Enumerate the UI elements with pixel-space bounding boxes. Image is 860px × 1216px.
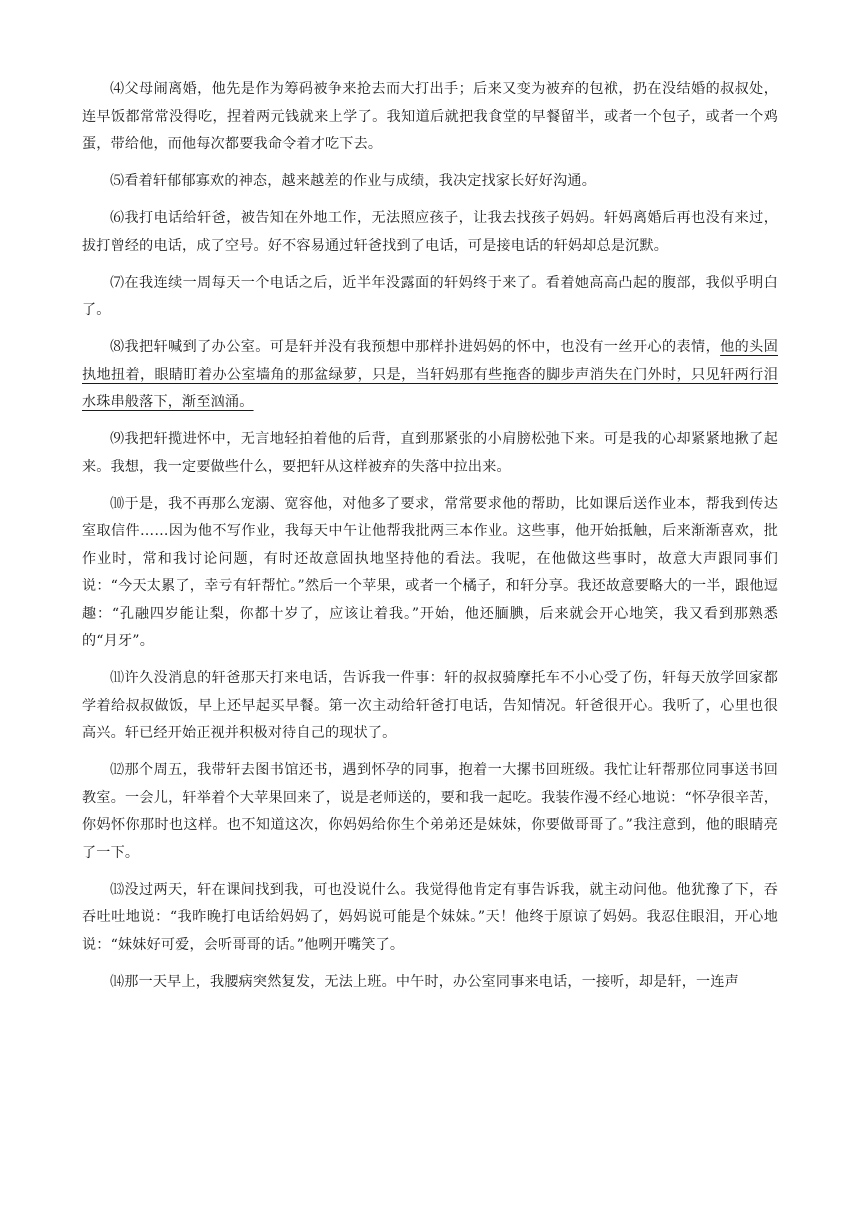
paragraph-8-text: ⑻我把轩喊到了办公室。可是轩并没有我预想中那样扑进妈妈的怀中，也没有一丝开心的表情， [110,339,721,355]
paragraph-12: ⑿那个周五，我带轩去图书馆还书，遇到怀孕的同事，抱着一大摞书回班级。我忙让轩帮那位同事送书回教室。一会儿，轩举着个大苹果回来了，说是老师送的，要和我一起吃。我装作漫不经心地说：“怀孕很辛苦，你妈怀你那时也这样。也不知道这次，你妈妈给你生个弟弟还是妹妹，你要做哥哥了。”我注意到，他的眼睛亮了一下。 [82,762,778,861]
paragraph-13: ⒀没过两天，轩在课间找到我，可也没说什么。我觉得他肯定有事告诉我，就主动问他。他犹豫了下，吞吞吐吐地说：“我昨晚打电话给妈妈了，妈妈说可能是个妹妹。”天！他终于原谅了妈妈。我忍住眼泪，开心地说：“妹妹好可爱，会听哥哥的话。”他咧开嘴笑了。 [82,881,778,953]
paragraph-5: ⑸看着轩郁郁寡欢的神态，越来越差的作业与成绩，我决定找家长好好沟通。 [110,173,596,189]
paragraph-11: ⑾许久没消息的轩爸那天打来电话，告诉我一件事：轩的叔叔骑摩托车不小心受了伤，轩每天放学回家都学着给叔叔做饭，早上还早起买早餐。第一次主动给轩爸打电话，告知情况。轩爸很开心。我听了，心里也很高兴。轩已经开始正视并积极对待自己的现状了。 [82,670,778,741]
paragraph-4: ⑷父母闹离婚，他先是作为筹码被争来抢去而大打出手；后来又变为被弃的包袱，扔在没结婚的叔叔处，连早饭都常常没得吃，捏着两元钱就来上学了。我知道后就把我食堂的早餐留半，或者一个包子，或者一个鸡蛋，带给他，而他每次都要我命令着才吃下去。 [82,81,778,152]
paragraph-14: ⒁那一天早上，我腰病突然复发，无法上班。中午时，办公室同事来电话，一接听，却是轩，一连声 [110,973,739,990]
paragraph-10: ⑽于是，我不再那么宠溺、宽容他，对他多了要求，常常要求他的帮助，比如课后送作业本，帮我到传达室取信件……因为他不写作业，我每天中午让他帮我批两三本作业。这些事，他开始抵触，后来渐渐喜欢，批作业时，常和我讨论问题，有时还故意固执地坚持他的看法。我呢，在他做这些事时，故意大声跟同事们说：“今天太累了，幸亏有轩帮忙。”然后一个苹果，或者一个橘子，和轩分享。我还故意要略大的一半，跟他逗趣：“孔融四岁能让梨，你都十岁了，应该让着我。”开始，他还腼腆，后来就会开心地笑，我又看到那熟悉的“月牙”。 [82,495,778,649]
paragraph-7: ⑺在我连续一周每天一个电话之后，近半年没露面的轩妈终于来了。看着她高高凸起的腹部，我似乎明白了。 [82,274,778,318]
paragraph-8 [82,334,778,417]
paragraph-6: ⑹我打电话给轩爸，被告知在外地工作，无法照应孩子，让我去找孩子妈妈。轩妈离婚后再也没有来过，拔打曾经的电话，成了空号。好不容易通过轩爸找到了电话，可是接电话的轩妈却总是沉默。 [82,210,778,254]
paragraph-9: ⑼我把轩揽进怀中，无言地轻拍着他的后背，直到那紧张的小肩膀松弛下来。可是我的心却紧紧地揪了起来。我想，我一定要做些什么，要把轩从这样被弃的失落中拉出来。 [82,431,778,475]
underlined-sentence: 他的头固执地扭着，眼睛盯着办公室墙角的那盆绿萝，只是，当轩妈那有些拖沓的脚步声消失在门外时，只见轩两行泪水珠串般落下，渐至汹涌。 [82,339,778,410]
